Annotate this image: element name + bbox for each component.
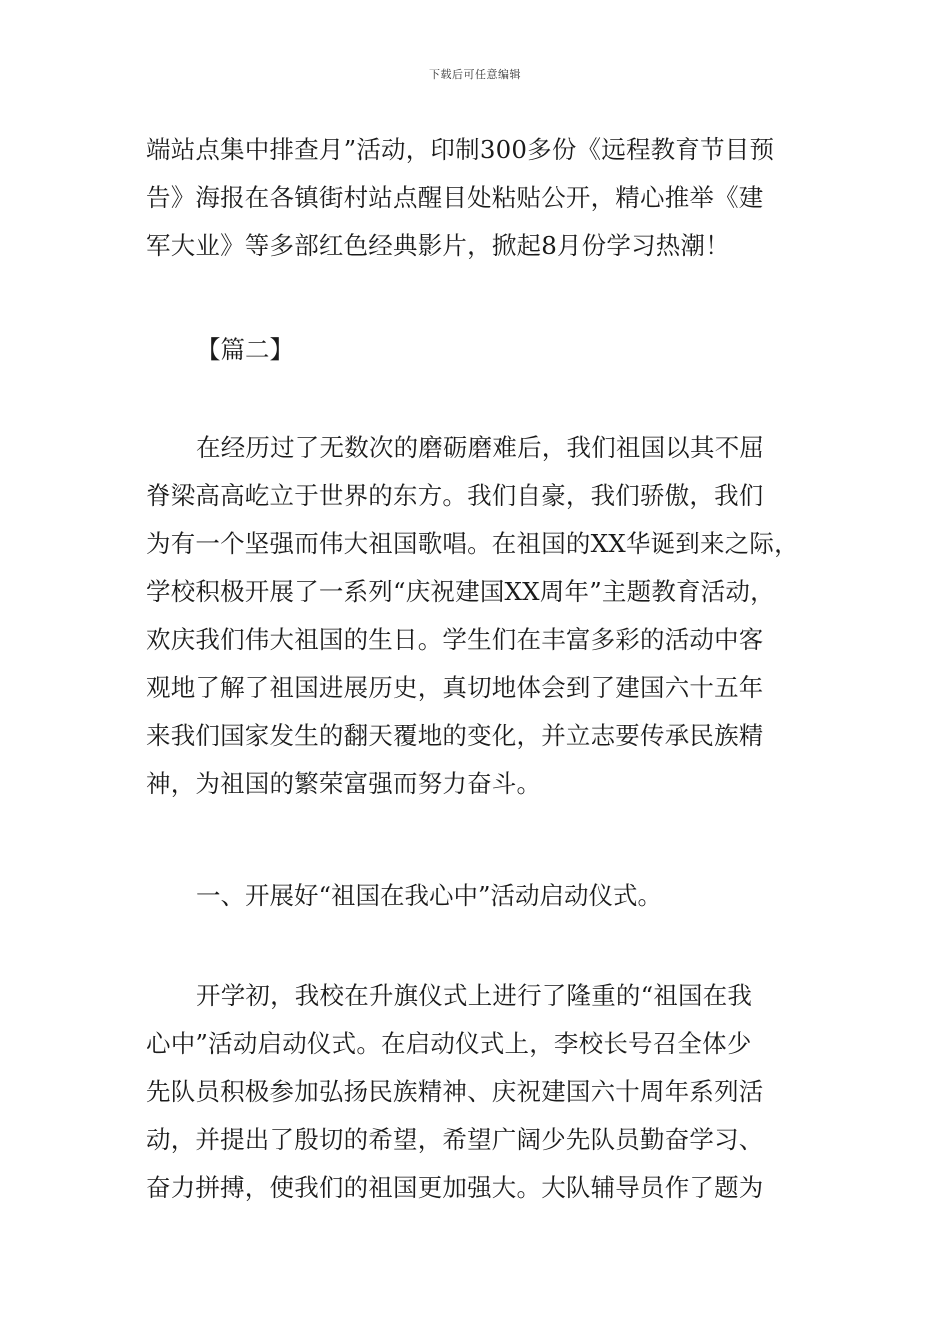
text-line: 脊梁高高屹立于世界的东方。我们自豪，我们骄傲，我们 <box>146 481 764 510</box>
paragraph-2 <box>146 972 818 1212</box>
section-title: 【篇二】 <box>196 335 294 364</box>
text-line: 来我们国家发生的翻天覆地的变化，并立志要传承民族精 <box>146 721 764 750</box>
text-line: 观地了解了祖国进展历史，真切地体会到了建国六十五年 <box>146 673 764 702</box>
page-header: 下载后可任意编辑 <box>429 68 521 81</box>
text-line: 奋力拼搏，使我们的祖国更加强大。大队辅导员作了题为 <box>146 1173 764 1202</box>
text-line: 端站点集中排查月”活动，印制300多份《远程教育节目预 <box>146 135 775 164</box>
text-line: 欢庆我们伟大祖国的生日。学生们在丰富多彩的活动中客 <box>146 625 764 654</box>
text-line: 军大业》等多部红色经典影片，掀起8月份学习热潮！ <box>146 231 730 260</box>
text-line: 在经历过了无数次的磨砺磨难后，我们祖国以其不屈 <box>196 433 765 462</box>
text-line: 学校积极开展了一系列“庆祝建国XX周年”主题教育活动， <box>146 577 775 606</box>
text-line: 告》海报在各镇街村站点醒目处粘贴公开，精心推举《建 <box>146 183 764 212</box>
paragraph-1 <box>146 424 818 808</box>
text-line: 为有一个坚强而伟大祖国歌唱。在祖国的XX华诞到来之际， <box>146 529 799 558</box>
intro-paragraph <box>146 126 818 270</box>
text-line: 心中”活动启动仪式。在启动仪式上，李校长号召全体少 <box>146 1029 752 1058</box>
text-line: 开学初，我校在升旗仪式上进行了隆重的“祖国在我 <box>196 981 753 1010</box>
text-line: 先队员积极参加弘扬民族精神、庆祝建国六十周年系列活 <box>146 1077 764 1106</box>
text-line: 动，并提出了殷切的希望，希望广阔少先队员勤奋学习、 <box>146 1125 764 1154</box>
text-line: 神，为祖国的繁荣富强而努力奋斗。 <box>146 769 542 798</box>
subheading: 一、开展好“祖国在我心中”活动启动仪式。 <box>196 881 663 910</box>
